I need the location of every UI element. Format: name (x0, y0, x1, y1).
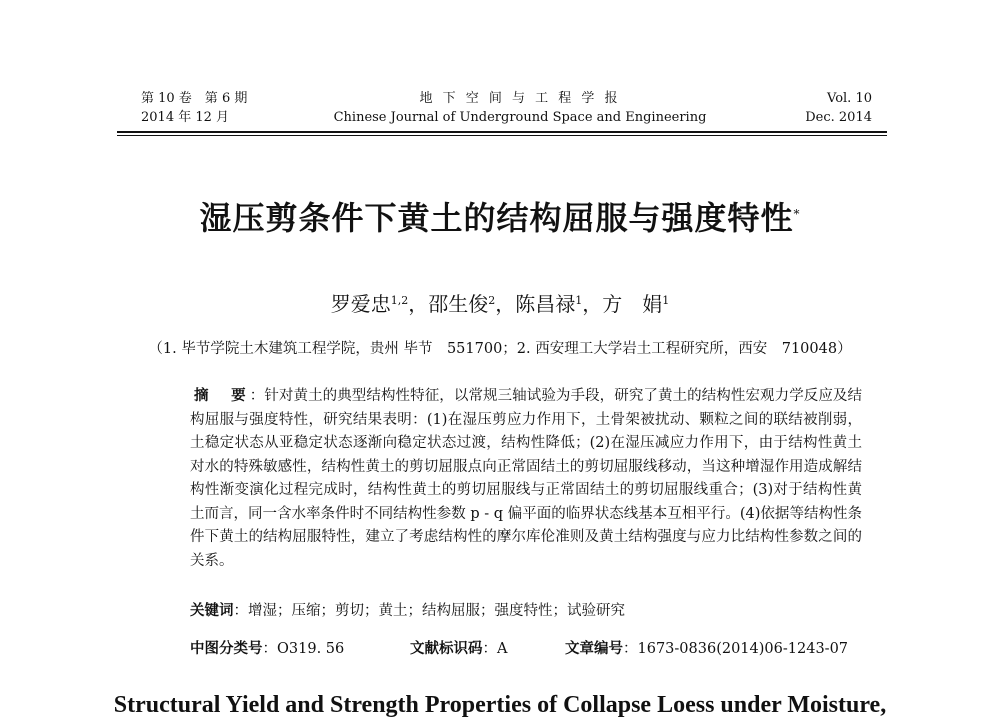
author-affil-mark: 1,2 (390, 294, 409, 307)
abstract-text: ：针对黄土的典型结构性特征，以常规三轴试验为手段，研究了黄土的结构性宏观力学反应及结构屈服与强度特性，研究结果表明：(1)在湿压剪应力作用下，土骨架被扰动、颗粒之间的联结被削弱，土稳定状态从亚稳定状态逐渐向稳定状态过渡，结构性降低；(2)在湿压减应力作用下，由于结构性黄土对水的特殊敏感性，结构性黄土的剪切屈服点向正常固结土的剪切屈服线移动，当这种增湿作用造成解结构性渐变演化过程完成时，结构性黄土的剪切屈服线与正常固结土的剪切屈服线重合；(3)对于结构性黄土而言，同一含水率条件时不同结构性参数 p - q 偏平面的临界状态线基本互相平行。(4)依据等结构性条件下黄土的结构屈服特性，建立了考虑结构性的摩尔库伦准则及黄土结构强度与应力比结构性参数之间的关系。 (190, 388, 863, 569)
clc-value: ：O319. 56 (262, 641, 345, 657)
paper-title (0, 196, 1000, 240)
document-code-value: ：A (482, 641, 508, 657)
header-journal-en: Chinese Journal of Underground Space and Engineering (333, 110, 707, 125)
author-name: 邵生俊 (428, 292, 489, 316)
author-affil-mark: 1 (662, 294, 670, 307)
header-rule-thin (117, 135, 887, 136)
header-volume-issue (141, 89, 301, 127)
author-name: 罗爱忠 (330, 292, 391, 316)
header-vol-en: Vol. 10 (827, 91, 872, 106)
article-number-label: 文章编号 (565, 641, 623, 657)
author-name: 陈昌禄 (515, 292, 576, 316)
document-code-label: 文献标识码 (410, 641, 483, 657)
keywords-label: 关键词 (190, 603, 234, 619)
article-number-value: ：1673-0836(2014)06-1243-07 (623, 641, 849, 657)
english-title: Structural Yield and Strength Properties of Collapse Loess under Moisture, (113, 692, 887, 718)
author-separator: ， (495, 292, 516, 316)
paper-title-text: 湿压剪条件下黄土的结构屈服与强度特性 (199, 199, 794, 237)
author-separator: ， (582, 292, 603, 316)
header-date-line: 2014 年 12 月 (141, 110, 230, 125)
title-footnote-mark: * (793, 207, 801, 221)
clc-label: 中图分类号 (190, 641, 263, 657)
abstract-label: 摘 要 (194, 388, 250, 404)
document-code (410, 638, 507, 660)
article-number (565, 638, 848, 660)
header-date-en: Dec. 2014 (805, 110, 872, 125)
keywords-block (190, 600, 870, 622)
keywords-text: ：增湿；压缩；剪切；黄土；结构屈服；强度特性；试验研究 (233, 603, 625, 619)
header-rule-thick (117, 131, 887, 133)
author-affil-mark: 2 (488, 294, 496, 307)
clc-number (190, 638, 344, 660)
author-list (0, 290, 1000, 318)
header-journal-cn: 地 下 空 间 与 工 程 学 报 (419, 91, 621, 106)
author-affil-mark: 1 (575, 294, 583, 307)
author-separator: ， (408, 292, 429, 316)
author-name: 方 娟 (602, 292, 663, 316)
abstract-block (190, 385, 862, 573)
affiliation: （1. 毕节学院土木建筑工程学院，贵州 毕节 551700；2. 西安理工大学岩土工程研究所，西安 710048） (148, 341, 852, 357)
header-journal-name (330, 89, 710, 127)
header-volume-line: 第 10 卷 第 6 期 (141, 91, 248, 106)
header-volume-en (732, 89, 872, 127)
